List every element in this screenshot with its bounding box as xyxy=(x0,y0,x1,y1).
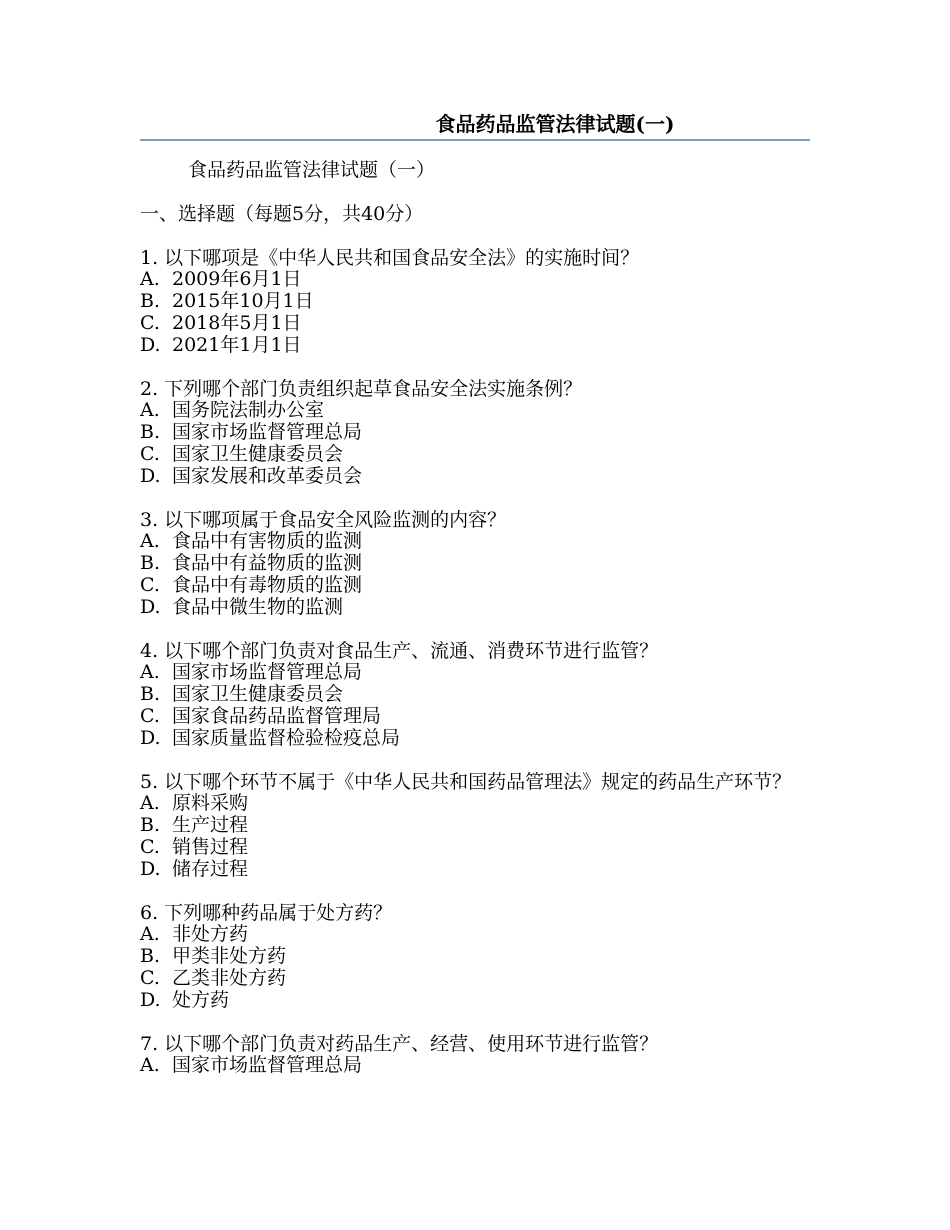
option-text: 销售过程 xyxy=(172,835,249,858)
option-text: 2021年1月1日 xyxy=(172,333,302,356)
option-letter: D. xyxy=(140,464,161,487)
question-1 xyxy=(140,248,810,357)
answer-option xyxy=(140,662,810,684)
answer-option xyxy=(140,793,810,815)
question-stem: 2. 下列哪个部门负责组织起草食品安全法实施条例？ xyxy=(140,377,583,400)
question-2 xyxy=(140,379,810,488)
answer-option xyxy=(140,815,810,837)
answer-option xyxy=(140,968,810,990)
question-6 xyxy=(140,903,810,1012)
document-subtitle: 食品药品监管法律试题（一） xyxy=(188,159,436,181)
page-header xyxy=(140,110,810,138)
option-text: 食品中有益物质的监测 xyxy=(172,552,363,575)
answer-option xyxy=(140,575,810,597)
option-letter: D. xyxy=(140,595,161,618)
option-text: 甲类非处方药 xyxy=(172,945,287,968)
answer-option xyxy=(140,597,810,619)
option-letter: D. xyxy=(140,988,161,1011)
question-stem: 3. 以下哪项属于食品安全风险监测的内容？ xyxy=(140,508,507,531)
option-letter: A. xyxy=(140,268,160,291)
answer-option xyxy=(140,531,810,553)
option-letter: B. xyxy=(140,290,161,313)
option-letter: C. xyxy=(140,835,160,858)
option-letter: A. xyxy=(140,1054,160,1077)
answer-option xyxy=(140,269,810,291)
option-letter: C. xyxy=(140,442,160,465)
option-letter: A. xyxy=(140,399,160,422)
question-3 xyxy=(140,510,810,619)
answer-option xyxy=(140,1055,810,1077)
question-7 xyxy=(140,1034,810,1078)
option-text: 处方药 xyxy=(172,988,230,1011)
question-stem: 7. 以下哪个部门负责对药品生产、经营、使用环节进行监管？ xyxy=(140,1032,659,1055)
answer-option xyxy=(140,444,810,466)
answer-option xyxy=(140,859,810,881)
option-letter: B. xyxy=(140,945,161,968)
option-text: 2015年10月1日 xyxy=(172,290,314,313)
answer-option xyxy=(140,335,810,357)
option-text: 国家市场监督管理总局 xyxy=(172,661,363,684)
question-4 xyxy=(140,641,810,750)
option-letter: A. xyxy=(140,792,160,815)
option-text: 储存过程 xyxy=(172,857,249,880)
option-letter: C. xyxy=(140,966,160,989)
answer-option xyxy=(140,422,810,444)
option-text: 2009年6月1日 xyxy=(172,268,302,291)
option-text: 国家市场监督管理总局 xyxy=(172,1054,363,1077)
question-stem: 6. 下列哪种药品属于处方药？ xyxy=(140,901,393,924)
question-stem: 5. 以下哪个环节不属于《中华人民共和国药品管理法》规定的药品生产环节？ xyxy=(140,770,792,793)
answer-option xyxy=(140,553,810,575)
header-divider xyxy=(140,139,810,141)
option-text: 食品中有害物质的监测 xyxy=(172,530,363,553)
option-text: 乙类非处方药 xyxy=(172,966,287,989)
option-text: 国家食品药品监督管理局 xyxy=(172,704,382,727)
option-letter: B. xyxy=(140,421,161,444)
option-letter: A. xyxy=(140,923,160,946)
option-text: 国务院法制办公室 xyxy=(172,399,325,422)
answer-option xyxy=(140,837,810,859)
option-letter: B. xyxy=(140,552,161,575)
option-letter: D. xyxy=(140,726,161,749)
option-text: 食品中微生物的监测 xyxy=(172,595,344,618)
answer-option xyxy=(140,924,810,946)
answer-option xyxy=(140,946,810,968)
option-text: 非处方药 xyxy=(172,923,249,946)
option-letter: C. xyxy=(140,704,160,727)
question-stem: 4. 以下哪个部门负责对食品生产、流通、消费环节进行监管？ xyxy=(140,639,659,662)
option-text: 生产过程 xyxy=(172,814,249,837)
option-letter: B. xyxy=(140,814,161,837)
question-5 xyxy=(140,772,810,881)
option-letter: D. xyxy=(140,333,161,356)
option-letter: C. xyxy=(140,573,160,596)
answer-option xyxy=(140,313,810,335)
answer-option xyxy=(140,291,810,313)
option-letter: D. xyxy=(140,857,161,880)
answer-option xyxy=(140,466,810,488)
answer-option xyxy=(140,990,810,1012)
document-body xyxy=(140,160,810,1099)
question-list xyxy=(140,248,810,1078)
page-title: 食品药品监管法律试题(一) xyxy=(435,112,675,136)
answer-option xyxy=(140,706,810,728)
option-text: 食品中有毒物质的监测 xyxy=(172,573,363,596)
answer-option xyxy=(140,400,810,422)
option-letter: B. xyxy=(140,683,161,706)
question-stem: 1. 以下哪项是《中华人民共和国食品安全法》的实施时间？ xyxy=(140,246,640,269)
answer-option xyxy=(140,684,810,706)
option-letter: A. xyxy=(140,661,160,684)
option-letter: C. xyxy=(140,311,160,334)
option-text: 国家质量监督检验检疫总局 xyxy=(172,726,401,749)
option-text: 原料采购 xyxy=(172,792,249,815)
answer-option xyxy=(140,728,810,750)
section-title: 一、选择题（每题5分，共40分） xyxy=(140,202,424,225)
option-text: 国家发展和改革委员会 xyxy=(172,464,363,487)
option-text: 国家市场监督管理总局 xyxy=(172,421,363,444)
option-text: 2018年5月1日 xyxy=(172,311,302,334)
option-text: 国家卫生健康委员会 xyxy=(172,683,344,706)
option-letter: A. xyxy=(140,530,160,553)
option-text: 国家卫生健康委员会 xyxy=(172,442,344,465)
